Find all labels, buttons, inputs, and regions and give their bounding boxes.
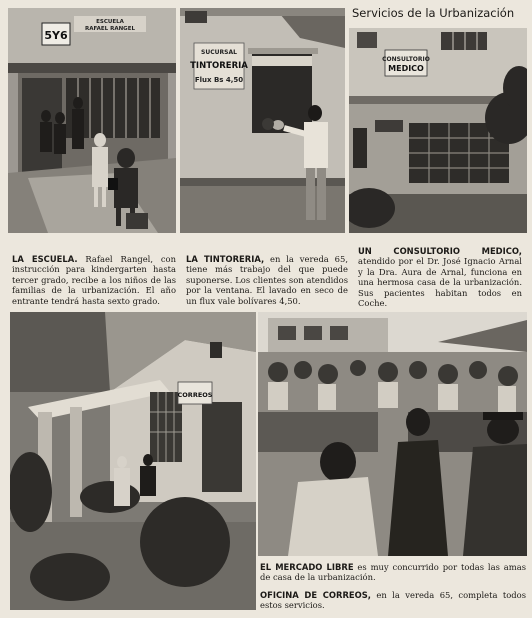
laundry-sign-bottom: Flux Bs 4,50 (194, 76, 244, 84)
laundry-sign-mid: TINTORERIA (190, 61, 248, 71)
caption-correos-body: en la vereda 65, completa todos estos servicios. (260, 590, 526, 611)
caption-tintoreria-body: en la vereda 65, tiene más trabajo del que puede suponerse. Los clientes son atendidos por la ventana. El lavado en seco de un flux vale bolívares 4,50. (186, 254, 348, 306)
doctor-sign-line1: CONSULTORIO (382, 56, 430, 63)
caption-consultorio (358, 246, 522, 308)
section-title: Servicios de la Urbanización (352, 6, 515, 20)
caption-escuela (12, 254, 176, 306)
caption-mercado-heading: EL MERCADO LIBRE (260, 562, 354, 572)
caption-tintoreria-heading: LA TINTORERIA, (186, 254, 265, 264)
school-photo (8, 8, 176, 233)
school-sign-line2: RAFAEL RANGEL (85, 26, 135, 32)
laundry-sign-top: SUCURSAL (201, 49, 237, 56)
market-photo (258, 312, 527, 556)
post-office-photo (10, 312, 256, 610)
caption-tintoreria (186, 254, 348, 306)
caption-consultorio-body: atendido por el Dr. José Ignacio Arnal y la Dra. Aura de Arnal, funciona en una hermosa casa de la urbanización. Sus pacientes habitan todos en Coche. (358, 256, 522, 309)
school-sign-number: 5Y6 (44, 29, 68, 42)
doctor-office-photo (349, 28, 527, 233)
caption-correos-heading: OFICINA DE CORREOS, (260, 590, 371, 600)
school-sign-line1: ESCUELA (96, 19, 124, 25)
laundry-photo (180, 8, 345, 233)
caption-correos (260, 590, 526, 611)
caption-escuela-body: Rafael Rangel, con instrucción para kindergarten hasta tercer grado, recibe a los niños de las familias de la urbanización. El año entrante tendrá hasta sexto grado. (12, 254, 176, 306)
caption-escuela-heading: LA ESCUELA. (12, 254, 78, 264)
caption-consultorio-heading: UN CONSULTORIO MEDICO, (358, 246, 522, 256)
post-sign-line1: CORREOS (177, 391, 213, 399)
doctor-sign-line2: MEDICO (388, 64, 424, 73)
caption-mercado-body: es muy concurrido por todas las amas de casa de la urbanización. (260, 562, 526, 583)
caption-mercado (260, 562, 526, 583)
